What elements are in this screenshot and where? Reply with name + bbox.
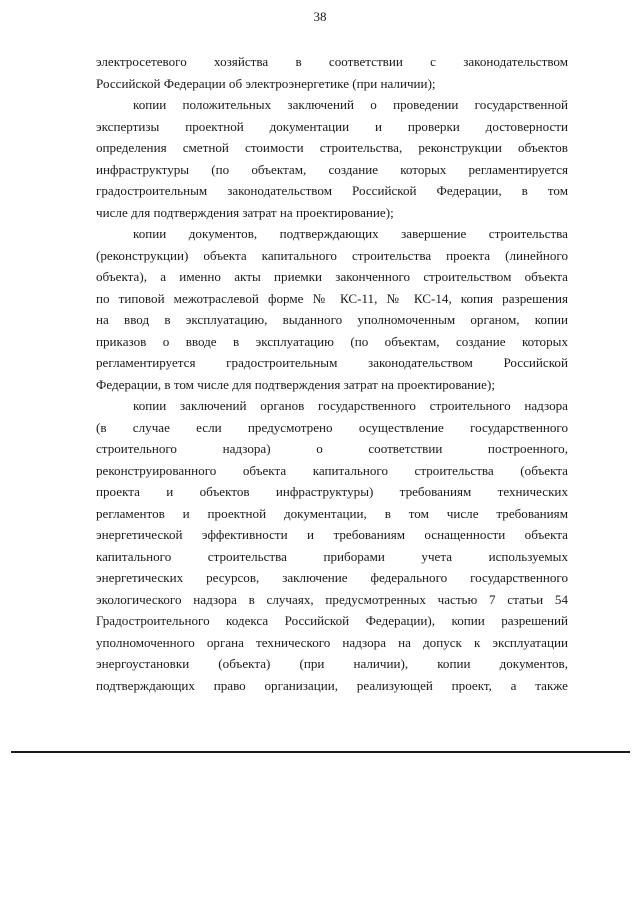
text-line: (в случае если предусмотрено осуществление государственного [96,419,568,435]
text-line: проекта и объектов инфраструктуры) требованиям технических [96,484,568,499]
document-body [96,51,568,696]
text-line: регламентируется градостроительным законодательством Российской [96,355,568,370]
text-line: инфраструктуры (по объектам, создание которых регламентируется [96,161,568,177]
text-line: копии документов, подтверждающих завершение строительства [133,226,568,241]
text-line: объекта), а именно акты приемки законченного строительством объекта [96,269,568,284]
text-line: по типовой межотраслевой форме № КС-11, № КС-14, копия разрешения [96,290,568,306]
text-line: экспертизы проектной документации и проверки достоверности [96,118,568,134]
text-line: реконструированного объекта капитального строительства (объекта [96,462,568,478]
page-number: 38 [313,9,327,24]
text-line: (реконструкции) объекта капитального строительства проекта (линейного [96,247,568,263]
text-line: подтверждающих право организации, реализующей проект, а также [96,677,568,693]
text-line: копии положительных заключений о проведении государственной [133,97,568,112]
text-line: капитального строительства приборами учета используемых [96,548,568,564]
text-line: уполномоченного органа технического надзора на допуск к эксплуатации [96,634,568,650]
text-line: копии заключений органов государственного строительного надзора [133,398,568,413]
text-line: определения сметной стоимости строительства, реконструкции объектов [96,140,568,155]
paragraph [96,94,568,223]
text-line: строительного надзора) о соответствии построенного, [96,441,568,456]
text-line: энергоустановки (объекта) (при наличии), копии документов, [96,656,568,671]
paragraph [96,51,568,94]
text-line: Федерации, в том числе для подтверждения затрат на проектирование); [96,376,495,392]
text-line: электросетевого хозяйства в соответствии с законодательством [96,54,568,69]
text-line: градостроительным законодательством Российской Федерации, в том [96,183,568,198]
text-line: регламентов и проектной документации, в том числе требованиям [96,505,568,521]
text-line: энергетической эффективности и требованиям оснащенности объекта [96,527,568,542]
text-line: Градостроительного кодекса Российской Федерации), копии разрешений [96,613,568,628]
footer-divider [11,751,630,753]
text-line: экологического надзора в случаях, предусмотренных частью 7 статьи 54 [96,591,568,607]
text-line: приказов о вводе в эксплуатацию (по объектам, создание которых [96,333,568,349]
text-line: энергетических ресурсов, заключение федерального государственного [96,570,568,585]
text-line: на ввод в эксплуатацию, выданного уполномоченным органом, копии [96,312,568,327]
text-line: числе для подтверждения затрат на проектирование); [96,204,394,220]
paragraph [96,223,568,395]
paragraph [96,395,568,696]
text-line: Российской Федерации об электроэнергетике (при наличии); [96,75,436,91]
